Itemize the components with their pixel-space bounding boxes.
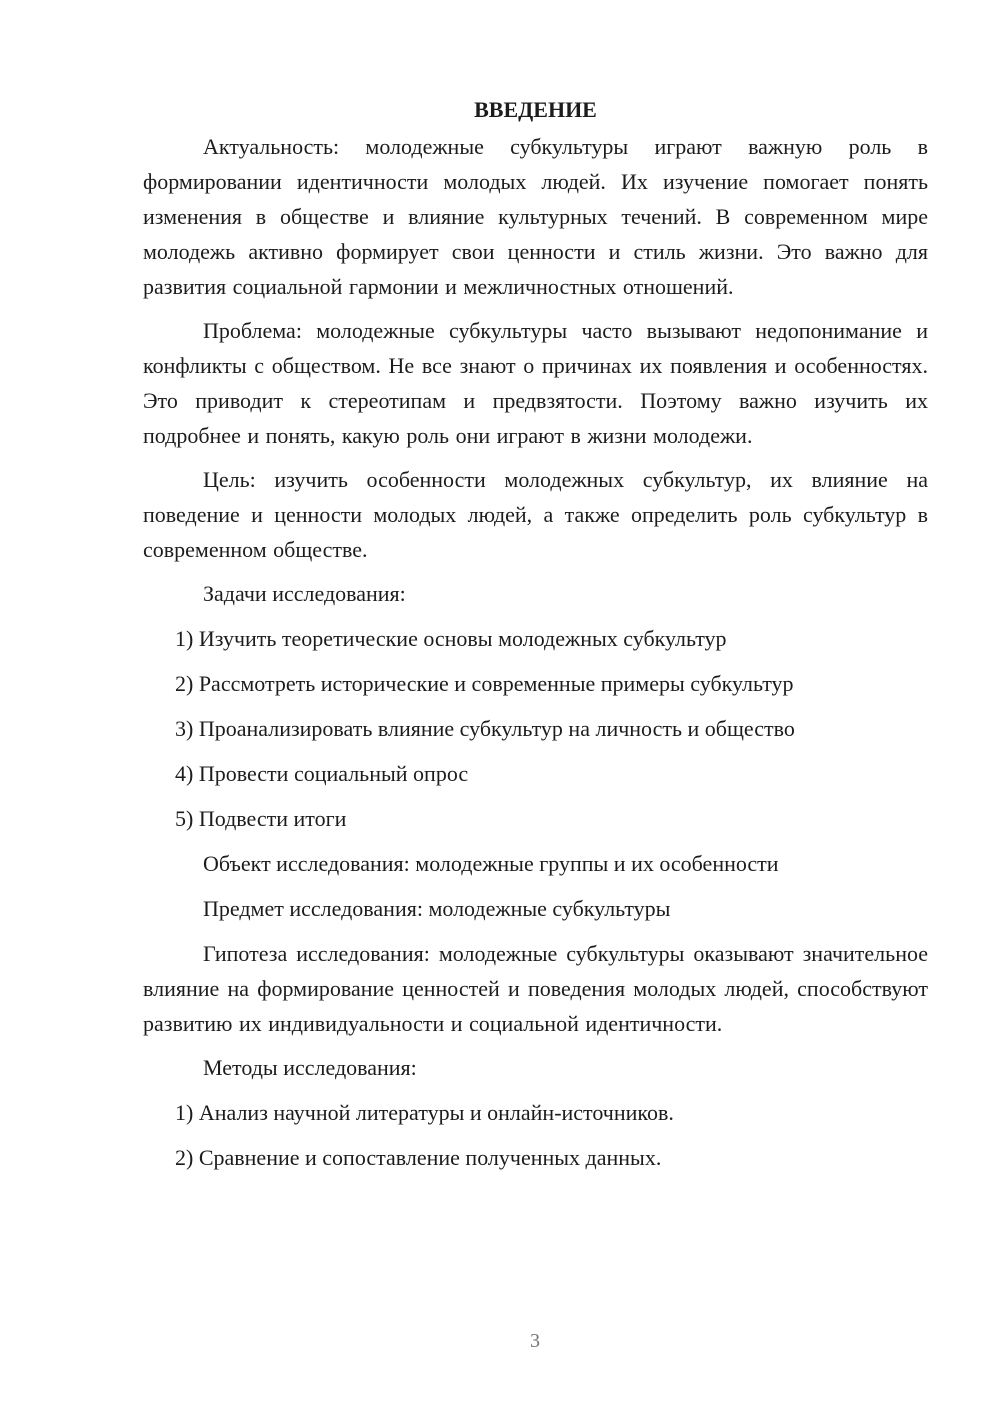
task-item-1: 1) Изучить теоретические основы молодежных субкультур	[175, 626, 727, 651]
page-title: ВВЕДЕНИЕ	[474, 97, 597, 122]
research-subject: Предмет исследования: молодежные субкультуры	[203, 896, 671, 921]
page-number: 3	[530, 1330, 540, 1352]
task-item-4: 4) Провести социальный опрос	[175, 761, 469, 786]
task-item-3: 3) Проанализировать влияние субкультур на личность и общество	[175, 716, 795, 741]
research-object: Объект исследования: молодежные группы и их особенности	[203, 851, 779, 876]
methods-heading: Методы исследования:	[203, 1055, 417, 1080]
page-content	[143, 92, 928, 1185]
method-item-2: 2) Сравнение и сопоставление полученных данных.	[175, 1145, 662, 1170]
task-item-2: 2) Рассмотреть исторические и современные примеры субкультур	[175, 671, 794, 696]
task-item-5: 5) Подвести итоги	[175, 806, 347, 831]
relevance-paragraph: Актуальность: молодежные субкультуры играют важную роль в формировании идентичности молодых людей. Их изучение помогает понять изменения в обществе и влияние культурных течений. В современном мире молодежь активно формирует свои ценности и стиль жизни. Это важно для развития социальной гармонии и межличностных отношений.	[143, 134, 928, 299]
problem-paragraph: Проблема: молодежные субкультуры часто вызывают недопонимание и конфликты с обществом. Не все знают о причинах их появления и особенностях. Это приводит к стереотипам и предвзятости. Поэтому важно изучить их подробнее и понять, какую роль они играют в жизни молодежи.	[143, 318, 928, 448]
goal-paragraph: Цель: изучить особенности молодежных субкультур, их влияние на поведение и ценности молодых людей, а также определить роль субкультур в современном обществе.	[143, 467, 928, 562]
hypothesis-paragraph: Гипотеза исследования: молодежные субкультуры оказывают значительное влияние на формирование ценностей и поведения молодых людей, способствуют развитию их индивидуальности и социальной идентичности.	[143, 941, 928, 1036]
method-item-1: 1) Анализ научной литературы и онлайн-источников.	[175, 1100, 674, 1125]
tasks-heading: Задачи исследования:	[203, 581, 406, 606]
